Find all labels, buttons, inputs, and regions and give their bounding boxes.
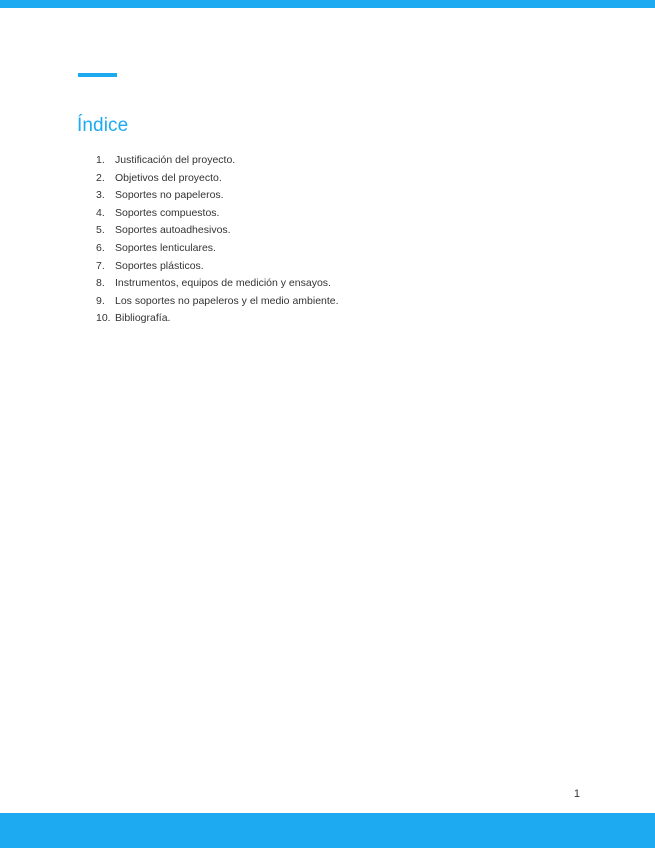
toc-item-number: 5.	[96, 224, 105, 237]
heading-accent-rule	[78, 73, 117, 77]
toc-item	[96, 258, 339, 276]
toc-item-number: 8.	[96, 277, 105, 290]
page-title: Índice	[77, 115, 129, 136]
toc-item-label: Soportes compuestos.	[115, 206, 220, 219]
toc-item	[96, 205, 339, 223]
toc-item	[96, 275, 339, 293]
toc-item-label: Instrumentos, equipos de medición y ensayos.	[115, 277, 331, 290]
toc-item-number: 4.	[96, 206, 105, 219]
toc-item	[96, 187, 339, 205]
toc-item-number: 1.	[96, 154, 105, 166]
toc-item	[96, 240, 339, 258]
toc-item-label: Justificación del proyecto.	[115, 154, 236, 166]
bottom-accent-band	[0, 813, 655, 848]
page-number: 1	[573, 788, 580, 800]
toc-item	[96, 293, 339, 311]
toc-item-number: 10.	[96, 312, 111, 325]
toc-item-label: Los soportes no papeleros y el medio ambiente.	[115, 294, 339, 307]
top-accent-band	[0, 0, 655, 8]
toc-item-label: Soportes plásticos.	[115, 259, 204, 272]
toc-item-number: 2.	[96, 171, 105, 184]
toc-item	[96, 170, 339, 188]
toc-item	[96, 310, 339, 328]
toc-item-number: 3.	[96, 189, 105, 202]
toc-item	[96, 222, 339, 240]
toc-item-label: Bibliografía.	[115, 312, 171, 325]
toc-item-label: Soportes lenticulares.	[115, 241, 216, 254]
toc-item-label: Soportes autoadhesivos.	[115, 224, 231, 237]
toc-item-label: Soportes no papeleros.	[115, 189, 224, 202]
table-of-contents	[96, 152, 339, 328]
toc-item-number: 6.	[96, 241, 105, 254]
toc-item-number: 7.	[96, 259, 105, 272]
toc-item	[96, 152, 339, 170]
toc-item-label: Objetivos del proyecto.	[115, 171, 222, 184]
toc-item-number: 9.	[96, 294, 105, 307]
